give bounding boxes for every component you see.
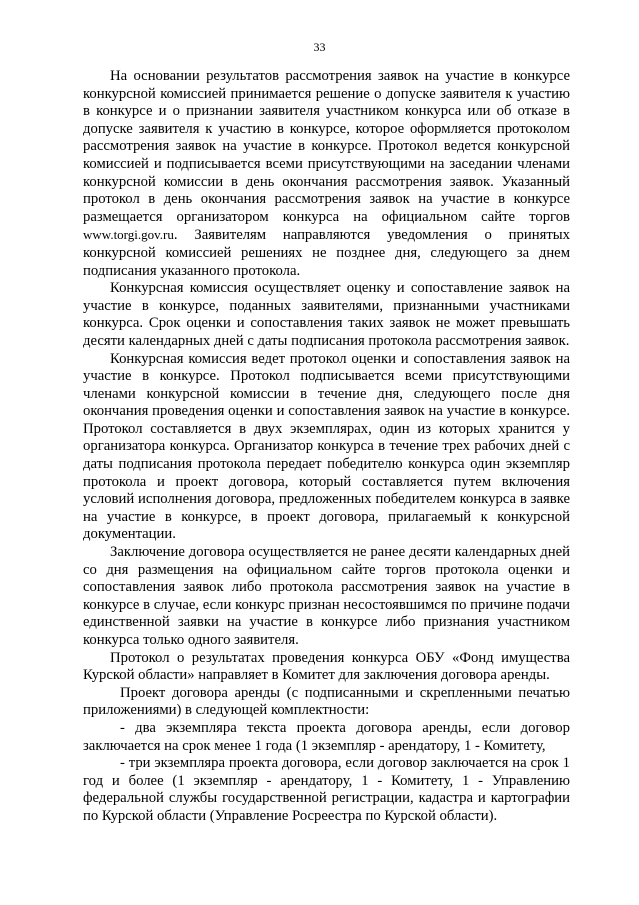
list-item-two-copies: - два экземпляра текста проекта договора аренды, если договор заключается на срок менее 1 года (1 экземпляр - арендатору, 1 - Комитету,	[83, 719, 570, 754]
paragraph-draft-contract: Проект договора аренды (с подписанными и скрепленными печатью приложениями) в следующей комплектности:	[83, 684, 570, 719]
paragraph-text: . Заявителям направляются уведомления о принятых конкурсной комиссией решениях не позднее дня, следующего за днем подписания указанного протокола.	[83, 227, 570, 279]
paragraph-results-protocol: Протокол о результатах проведения конкурса ОБУ «Фонд имущества Курской области» направляет в Комитет для заключения договора аренды.	[83, 649, 570, 684]
list-item-three-copies: - три экземпляра проекта договора, если договор заключается на срок 1 год и более (1 экземпляр - арендатору, 1 - Комитету, 1 - Управлению федеральной службы государственной регистрации, кадастра и картографии по Курской области (Управление Росреестра по Курской области).	[83, 755, 570, 824]
paragraph-protocol-review	[83, 68, 570, 280]
paragraph-evaluation-protocol: Конкурсная комиссия ведет протокол оценки и сопоставления заявок на участие в конкурсе. Протокол подписывается всеми присутствующими членами конкурсной комиссии в течение дня, следующего после дня окончания проведения оценки и сопоставления заявок на участие в конкурсе. Протокол составляется в двух экземплярах, один из которых хранится у организатора конкурса. Организатор конкурса в течение трех рабочих дней с даты подписания протокола передает победителю конкурса один экземпляр протокола и проект договора, который составляется путем включения условий исполнения договора, предложенных победителем конкурса в заявке на участие в конкурсе, в проект договора, прилагаемый к конкурсной документации.	[83, 350, 570, 543]
paragraph-text: На основании результатов рассмотрения заявок на участие в конкурсе конкурсной комиссией принимается решение о допуске заявителя к участию в конкурсе и о признании заявителя участником конкурса или об отказе в допуске заявителя к участию в конкурсе, которое оформляется протоколом рассмотрения заявок на участие в конкурсе. Протокол ведется конкурсной комиссией и подписывается всеми присутствующими на заседании членами конкурсной комиссии в день окончания рассмотрения заявок. Указанный протокол в день окончания рассмотрения заявок на участие в конкурсе размещается организатором конкурса на официальном сайте торгов	[83, 68, 570, 225]
torgi-website-link: www.torgi.gov.ru	[83, 227, 174, 243]
paragraph-evaluation: Конкурсная комиссия осуществляет оценку и сопоставление заявок на участие в конкурсе, поданных заявителями, признанными участниками конкурса. Срок оценки и сопоставления таких заявок не может превышать десяти календарных дней с даты подписания протокола рассмотрения заявок.	[83, 280, 570, 349]
paragraph-contract-conclusion: Заключение договора осуществляется не ранее десяти календарных дней со дня размещения на официальном сайте торгов протокола оценки и сопоставления заявок либо протокола рассмотрения заявок на участие в конкурсе в случае, если конкурс признан несостоявшимся по причине подачи единственной заявки на участие в конкурсе либо признания участником конкурса только одного заявителя.	[83, 544, 570, 648]
document-body	[83, 68, 570, 826]
page-number: 33	[313, 40, 326, 54]
